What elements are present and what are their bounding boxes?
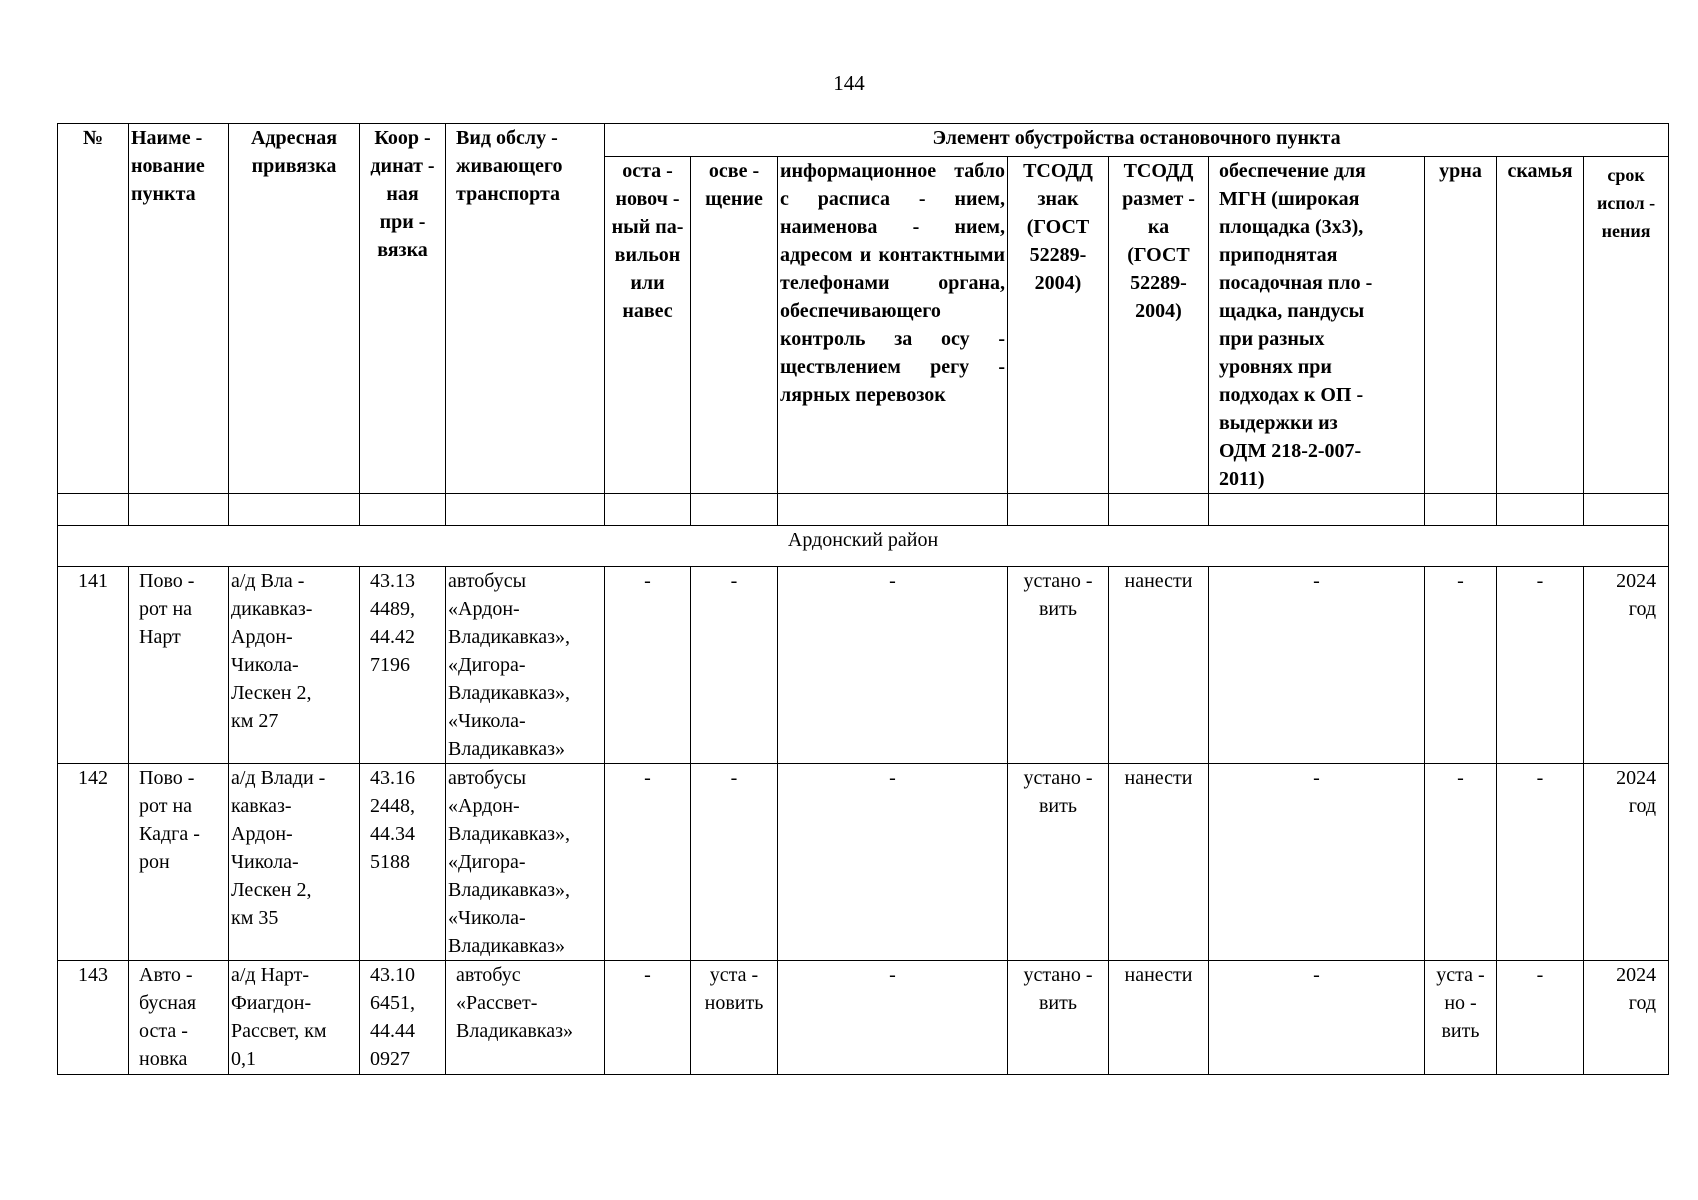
- cell-mgn: -: [1209, 961, 1425, 1075]
- section-title: Ардонский район: [58, 526, 1669, 567]
- cell-num: 141: [58, 567, 129, 764]
- header-lighting: осве - щение: [691, 157, 778, 494]
- cell-tsodd-sign: устано - вить: [1008, 961, 1109, 1075]
- cell-lighting: уста - новить: [691, 961, 778, 1075]
- cell-info-board: -: [778, 961, 1008, 1075]
- header-num: №: [58, 124, 129, 494]
- cell-lighting: -: [691, 567, 778, 764]
- cell-stop-name: Пово - рот на Кадга - рон: [129, 764, 229, 961]
- header-tsodd-sign: ТСОДД знак (ГОСТ 52289- 2004): [1008, 157, 1109, 494]
- cell-tsodd-marking: нанести: [1109, 961, 1209, 1075]
- header-pavilion: оста - новоч - ный па- вильон или навес: [605, 157, 691, 494]
- cell-transport: автобусы «Ардон- Владикавказ», «Дигора- Владикавказ», «Чикола- Владикавказ»: [446, 567, 605, 764]
- cell-tsodd-marking: нанести: [1109, 567, 1209, 764]
- cell-pavilion: -: [605, 961, 691, 1075]
- section-row: [58, 526, 1669, 567]
- cell-bench: -: [1497, 764, 1584, 961]
- cell-num: 143: [58, 961, 129, 1075]
- header-equipment-group: Элемент обустройства остановочного пункта: [605, 124, 1669, 157]
- cell-deadline: 2024 год: [1584, 567, 1669, 764]
- cell-lighting: -: [691, 764, 778, 961]
- cell-stop-name: Авто - бусная оста - новка: [129, 961, 229, 1075]
- cell-pavilion: -: [605, 764, 691, 961]
- cell-num: 142: [58, 764, 129, 961]
- header-tsodd-marking: ТСОДД размет - ка (ГОСТ 52289- 2004): [1109, 157, 1209, 494]
- header-mgn: обеспечение для МГН (широкая площадка (3х3), приподнятая посадочная пло - щадка, пандусы при разных уровнях при подходах к ОП - выдержки из ОДМ 218-2-007- 2011): [1209, 157, 1425, 494]
- cell-transport: автобус «Рассвет- Владикавказ»: [446, 961, 605, 1075]
- cell-pavilion: -: [605, 567, 691, 764]
- header-deadline: срок испол - нения: [1584, 157, 1669, 494]
- header-stop-name: Наиме - нование пункта: [129, 124, 229, 494]
- cell-address: а/д Вла - дикавказ- Ардон- Чикола- Лескен 2, км 27: [229, 567, 360, 764]
- cell-bench: -: [1497, 961, 1584, 1075]
- cell-urn: -: [1425, 567, 1497, 764]
- cell-tsodd-marking: нанести: [1109, 764, 1209, 961]
- header-address: Адресная привязка: [229, 124, 360, 494]
- cell-info-board: -: [778, 764, 1008, 961]
- header-row-1: [58, 124, 1669, 157]
- cell-coordinates: 43.16 2448, 44.34 5188: [360, 764, 446, 961]
- table-row: [58, 961, 1669, 1075]
- cell-tsodd-sign: устано - вить: [1008, 567, 1109, 764]
- cell-address: а/д Нарт- Фиагдон- Рассвет, км 0,1: [229, 961, 360, 1075]
- cell-address: а/д Влади - кавказ- Ардон- Чикола- Лескен 2, км 35: [229, 764, 360, 961]
- header-info-board: информационное табло с расписа - нием, наименова - нием, адресом и контактными телефонами органа, обеспечивающего контроль за осу - ществлением регу - лярных перевозок: [778, 157, 1008, 494]
- cell-mgn: -: [1209, 567, 1425, 764]
- cell-mgn: -: [1209, 764, 1425, 961]
- cell-transport: автобусы «Ардон- Владикавказ», «Дигора- Владикавказ», «Чикола- Владикавказ»: [446, 764, 605, 961]
- cell-deadline: 2024 год: [1584, 764, 1669, 961]
- bus-stops-table: [57, 123, 1669, 1075]
- header-urn: урна: [1425, 157, 1497, 494]
- header-bench: скамья: [1497, 157, 1584, 494]
- page-number: 144: [833, 71, 865, 95]
- cell-stop-name: Пово - рот на Нарт: [129, 567, 229, 764]
- cell-coordinates: 43.13 4489, 44.42 7196: [360, 567, 446, 764]
- header-transport: Вид обслу - живающего транспорта: [446, 124, 605, 494]
- cell-urn: уста - но - вить: [1425, 961, 1497, 1075]
- cell-coordinates: 43.10 6451, 44.44 0927: [360, 961, 446, 1075]
- cell-urn: -: [1425, 764, 1497, 961]
- table-row: [58, 567, 1669, 764]
- cell-deadline: 2024 год: [1584, 961, 1669, 1075]
- cell-tsodd-sign: устано - вить: [1008, 764, 1109, 961]
- header-coordinates: Коор - динат - ная при - вязка: [360, 124, 446, 494]
- spacer-row: [58, 494, 1669, 526]
- cell-bench: -: [1497, 567, 1584, 764]
- cell-info-board: -: [778, 567, 1008, 764]
- table-row: [58, 764, 1669, 961]
